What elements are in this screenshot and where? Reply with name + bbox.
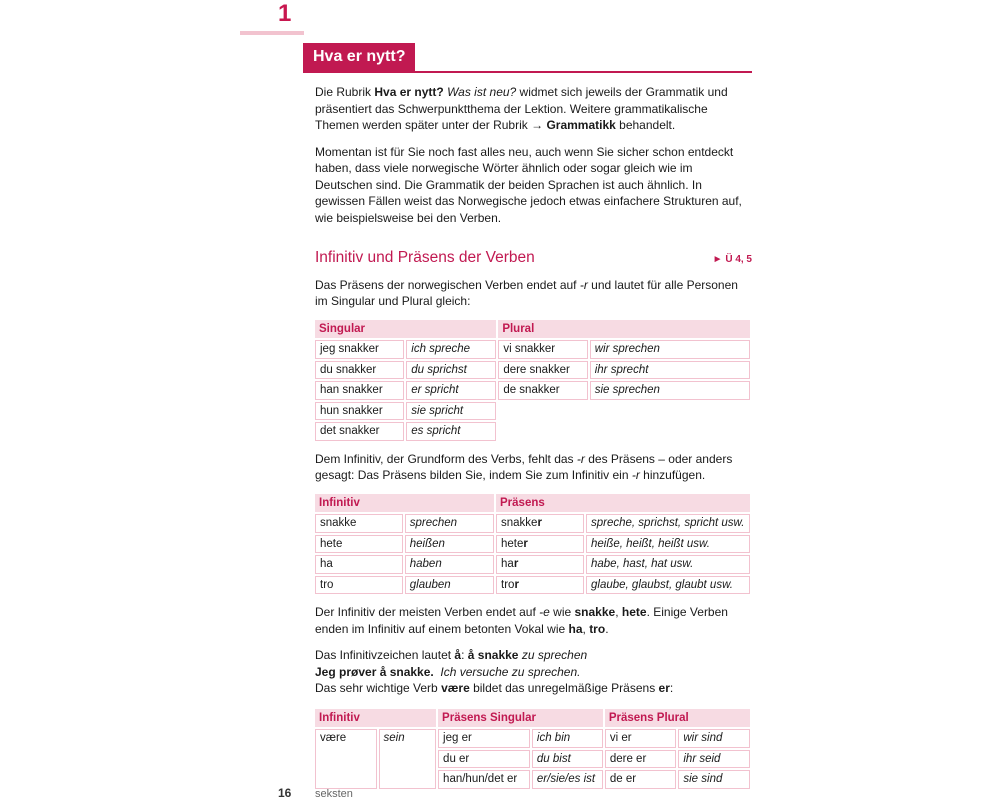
table-row: du snakker du sprichst dere snakker ihr sprecht — [315, 361, 750, 380]
table-row: hun snakker sie spricht — [315, 402, 750, 421]
table-row: ha haben har habe, hast, hat usw. — [315, 555, 750, 574]
infinitiv-header: Infinitiv — [315, 494, 494, 513]
table-row: du er du bist dere er ihr seid — [315, 750, 750, 769]
section-paragraph-2: Dem Infinitiv, der Grundform des Verbs, fehlt das -r des Präsens – oder anders gesagt: Das Präsens bilden Sie, indem Sie zum Infinitiv ein -r hinzufügen. — [315, 451, 733, 482]
table-row: hete heißen heter heiße, heißt, heißt usw. — [315, 535, 750, 554]
singular-header: Singular — [315, 320, 496, 339]
exercise-reference: ► Ü 4, 5 — [712, 254, 752, 265]
vaere-singular-header: Präsens Singular — [438, 709, 603, 728]
vaere-table — [313, 707, 752, 791]
intro-paragraph-2: Momentan ist für Sie noch fast alles neu, auch wenn Sie sicher schon entdeckt haben, dass viele norwegische Wörter ähnlich oder sogar gleich wie im Deutschen sind. Die Grammatik der beiden Sprachen ist auch ähnlich. In gewissen Fällen weist das Norwegische jedoch etwas einfachere Strukturen auf, wie beispielsweise bei den Verben. — [315, 144, 742, 225]
conjugation-table — [313, 318, 752, 443]
example-sentence: Jeg prøver å snakke. Ich versuche zu sprechen. — [315, 664, 581, 679]
intro-paragraph-1: Die Rubrik Hva er nytt? Was ist neu? widmet sich jeweils der Grammatik und präsentiert das Schwerpunktthema der Lektion. Weitere grammatikalische Themen werden später unter der Rubrik → Grammatikk behandelt. — [315, 85, 728, 132]
table-row: tro glauben tror glaube, glaubst, glaubt usw. — [315, 576, 750, 595]
page-content — [315, 84, 752, 799]
table-row: han/hun/det er er/sie/es ist de er sie sind — [315, 770, 750, 789]
praesens-header: Präsens — [496, 494, 750, 513]
table-row: han snakker er spricht de snakker sie sprechen — [315, 381, 750, 400]
section-paragraph-1: Das Präsens der norwegischen Verben endet auf -r und lautet für alle Personen im Singular und Plural gleich: — [315, 277, 738, 308]
page-number: 16 — [278, 786, 292, 800]
infinitive-marker-line: Das Infinitivzeichen lautet å: å snakke zu sprechen — [315, 648, 588, 662]
subsection-title: Infinitiv und Präsens der Verben — [315, 249, 535, 266]
subsection-header — [315, 250, 752, 269]
section-rule — [303, 71, 752, 73]
table-row: det snakker es spricht — [315, 422, 750, 441]
table-row: være sein jeg er ich bin vi er wir sind — [315, 729, 750, 748]
infinitive-present-table — [313, 492, 752, 597]
page-number-word: seksten — [315, 788, 353, 800]
section-paragraph-3: Der Infinitiv der meisten Verben endet auf -e wie snakke, hete. Einige Verben enden im Infinitiv auf einem betonten Vokal wie ha, tro. — [315, 605, 728, 636]
section-title: Hva er nytt? — [303, 43, 415, 71]
chapter-rule — [240, 31, 304, 35]
chapter-number: 1 — [278, 0, 292, 27]
vaere-infinitiv-header: Infinitiv — [315, 709, 436, 728]
table-row: jeg snakker ich spreche vi snakker wir sprechen — [315, 340, 750, 359]
vaere-plural-header: Präsens Plural — [605, 709, 750, 728]
vaere-intro-line: Das sehr wichtige Verb være bildet das unregelmäßige Präsens er: — [315, 681, 674, 695]
plural-header: Plural — [498, 320, 750, 339]
table-row: snakke sprechen snakker spreche, sprichst, spricht usw. — [315, 514, 750, 533]
